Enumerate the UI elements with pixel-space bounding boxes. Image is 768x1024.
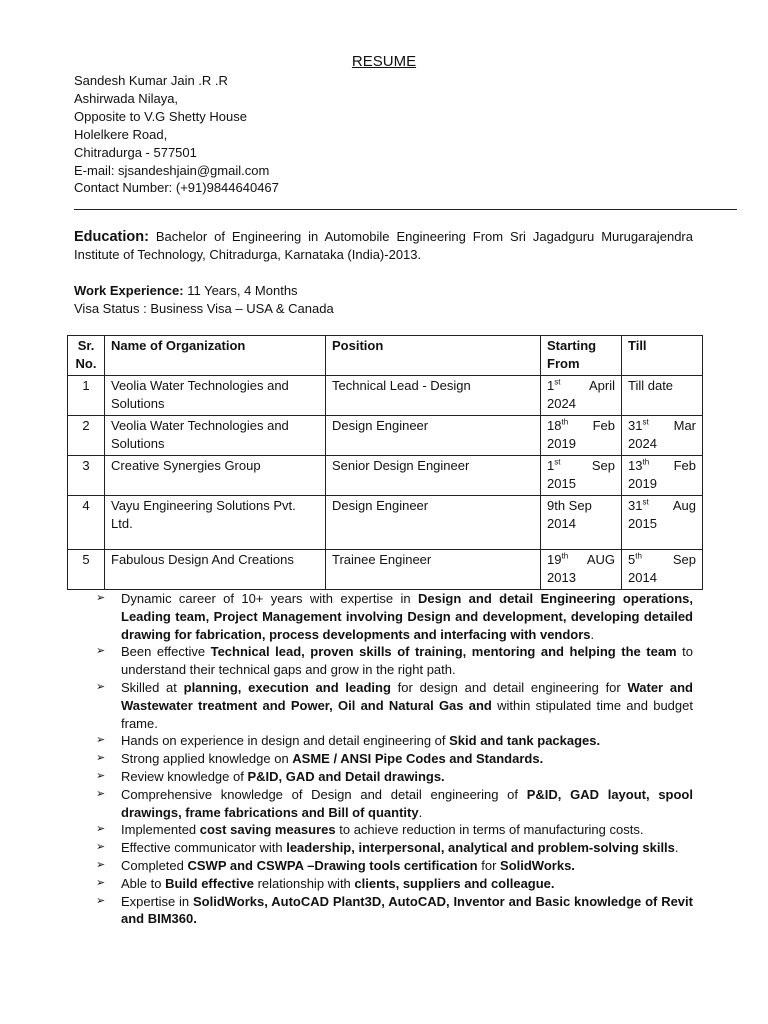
text: Completed	[121, 857, 188, 873]
date-month: Feb	[592, 418, 615, 433]
cell-position: Trainee Engineer	[326, 550, 541, 590]
arrow-bullet-icon: ➢	[96, 734, 106, 747]
list-item	[96, 821, 693, 839]
date-year: 2024	[628, 436, 657, 451]
date-day: 1st	[547, 377, 561, 393]
education-section	[74, 228, 693, 264]
education-text: Bachelor of Engineering in Automobile Engineering From Sri Jagadguru Murugarajendra Institute of Technology, Chitradurga, Karnataka (India)-2013.	[74, 229, 693, 262]
date-day-month: 9th Sep	[547, 498, 592, 513]
date-cell	[541, 416, 622, 456]
date-suffix: st	[642, 417, 649, 427]
address-line: Ashirwada Nilaya,	[74, 90, 179, 106]
date-month: Aug	[672, 498, 696, 513]
header-till: Till	[622, 336, 703, 376]
date-year: 2015	[628, 516, 657, 531]
cell-sr: 5	[68, 550, 105, 590]
text: Review knowledge of	[121, 768, 248, 784]
address-line: Holelkere Road,	[74, 126, 168, 142]
arrow-bullet-icon: ➢	[96, 894, 106, 907]
cell-position: Technical Lead - Design	[326, 376, 541, 416]
date-day-month	[547, 457, 615, 475]
text: Implemented	[121, 822, 200, 838]
list-item	[96, 643, 693, 679]
contact-block	[74, 72, 279, 197]
date-year: 2019	[547, 436, 576, 451]
cell-sr: 4	[68, 496, 105, 550]
arrow-bullet-icon: ➢	[96, 592, 106, 604]
header-position: Position	[326, 336, 541, 376]
list-item	[96, 750, 693, 768]
date-year: 2014	[628, 570, 657, 585]
arrow-bullet-icon: ➢	[96, 787, 106, 800]
work-experience-value: 11 Years, 4 Months	[187, 283, 298, 298]
list-item	[96, 786, 693, 822]
date-cell	[622, 416, 703, 456]
header-sr: Sr. No.	[68, 336, 105, 376]
text: .	[674, 840, 679, 856]
date-suffix: st	[554, 377, 561, 387]
text: for	[477, 857, 501, 873]
text: to achieve reduction in terms of manufacturing costs.	[335, 822, 644, 838]
date-month: April	[588, 378, 615, 393]
cell-sr: 1	[68, 376, 105, 416]
date-cell	[541, 456, 622, 496]
cell-organization: Veolia Water Technologies and Solutions	[105, 376, 326, 416]
cell-position: Design Engineer	[326, 416, 541, 456]
date-day: 1st	[547, 457, 561, 473]
text: Been effective	[121, 644, 211, 660]
table-row	[68, 550, 703, 590]
phone-line: Contact Number: (+91)9844640467	[74, 180, 279, 196]
arrow-bullet-icon: ➢	[96, 858, 106, 871]
arrow-bullet-icon: ➢	[96, 876, 106, 889]
date-year: 2013	[547, 570, 576, 585]
date-day-month	[628, 457, 696, 475]
cell-organization: Veolia Water Technologies and Solutions	[105, 416, 326, 456]
work-section	[74, 282, 334, 318]
text: for design and detail engineering for	[390, 679, 628, 695]
date-day: 31st	[628, 497, 649, 513]
arrow-bullet-icon: ➢	[96, 769, 106, 782]
address-line: Opposite to V.G Shetty House	[74, 108, 247, 124]
table-header-row	[68, 336, 703, 376]
bold-text: leadership, interpersonal, analytical and problem-solving skills	[286, 840, 675, 856]
bold-text: planning, execution and leading	[183, 679, 391, 695]
date-cell	[622, 456, 703, 496]
date-cell	[541, 496, 622, 550]
list-item	[96, 857, 693, 875]
date-day-month	[628, 551, 696, 569]
bold-text: CSWP and CSWPA –Drawing tools certification	[187, 857, 478, 873]
horizontal-divider	[74, 209, 737, 210]
bold-text: Design and detail Engineering operations, Leading team, Project Management involving Design and development, developing detailed drawing for fabrication, process developments and interfacing with vendors	[121, 591, 693, 642]
date-day-month	[547, 377, 615, 395]
date-month: Feb	[673, 458, 696, 473]
date-day: 19th	[547, 551, 569, 567]
table-row	[68, 496, 703, 550]
date-day-month	[547, 417, 615, 435]
date-suffix: th	[561, 551, 569, 561]
text: Hands on experience in design and detail engineering of	[121, 733, 450, 749]
date-year: 2024	[547, 396, 576, 411]
candidate-name: Sandesh Kumar Jain .R .R	[74, 73, 228, 88]
text: Effective communicator with	[121, 840, 287, 856]
date-day-month	[547, 551, 615, 569]
text: Strong applied knowledge on	[121, 751, 293, 767]
skills-list	[96, 590, 693, 928]
bold-text: Water and Wastewater treatment and Power, Oil and Natural Gas and	[121, 679, 693, 713]
bold-text: SolidWorks, AutoCAD Plant3D, AutoCAD, Inventor and Basic knowledge of Revit and BIM360.	[121, 893, 693, 927]
work-experience-label: Work Experience:	[74, 283, 184, 298]
date-cell: Till date	[622, 376, 703, 416]
bold-text: clients, suppliers and colleague.	[354, 875, 555, 891]
list-item	[96, 590, 693, 643]
text: .	[418, 804, 423, 820]
table-row	[68, 456, 703, 496]
date-day-month	[628, 417, 696, 435]
cell-organization: Creative Synergies Group	[105, 456, 326, 496]
arrow-bullet-icon: ➢	[96, 823, 106, 836]
table-row	[68, 416, 703, 456]
list-item	[96, 768, 693, 786]
date-cell	[622, 550, 703, 590]
date-year: 2015	[547, 476, 576, 491]
date-suffix: st	[642, 497, 649, 507]
list-item	[96, 732, 693, 750]
cell-organization: Vayu Engineering Solutions Pvt. Ltd.	[105, 496, 326, 550]
bold-text: SolidWorks.	[500, 857, 575, 873]
date-suffix: th	[635, 551, 642, 561]
text: Comprehensive knowledge of Design and detail engineering of	[121, 786, 527, 802]
bold-text: Skid and tank packages.	[449, 733, 601, 749]
list-item	[96, 875, 693, 893]
education-label: Education:	[74, 229, 149, 245]
bold-text: Build effective	[165, 875, 254, 891]
date-suffix: th	[642, 457, 650, 467]
text: to understand their technical gaps and grow in the right path.	[121, 644, 693, 678]
list-item	[96, 839, 693, 857]
date-cell	[541, 550, 622, 590]
date-cell	[541, 376, 622, 416]
text: Skilled at	[121, 679, 184, 695]
date-cell	[622, 496, 703, 550]
date-month: Sep	[591, 458, 615, 473]
date-month: Sep	[672, 552, 696, 567]
bold-text: ASME / ANSI Pipe Codes and Standards.	[292, 751, 544, 767]
arrow-bullet-icon: ➢	[96, 645, 106, 658]
date-day-month	[628, 497, 696, 515]
visa-status: Visa Status : Business Visa – USA & Canada	[74, 301, 334, 316]
header-organization: Name of Organization	[105, 336, 326, 376]
cell-sr: 2	[68, 416, 105, 456]
date-day: 5th	[628, 551, 642, 567]
date-month: AUG	[586, 552, 615, 567]
date-day: 31st	[628, 417, 649, 433]
cell-position: Design Engineer	[326, 496, 541, 550]
date-day: 18th	[547, 417, 569, 433]
bold-text: cost saving measures	[199, 822, 336, 838]
experience-table	[67, 335, 703, 590]
text: Dynamic career of 10+ years with expertise in	[121, 591, 418, 606]
list-item	[96, 679, 693, 732]
arrow-bullet-icon: ➢	[96, 752, 106, 765]
date-suffix: st	[554, 457, 561, 467]
page-title: RESUME	[351, 53, 417, 70]
bold-text: P&ID, GAD and Detail drawings.	[247, 768, 445, 784]
date-year: 2014	[547, 516, 576, 531]
list-item	[96, 893, 693, 929]
arrow-bullet-icon: ➢	[96, 841, 106, 854]
date-day: 13th	[628, 457, 650, 473]
text: .	[590, 626, 595, 642]
date-suffix: th	[561, 417, 569, 427]
bold-text: Technical lead, proven skills of training, mentoring and helping the team	[210, 644, 677, 660]
cell-position: Senior Design Engineer	[326, 456, 541, 496]
text: Able to	[121, 875, 166, 891]
table-row	[68, 376, 703, 416]
arrow-bullet-icon: ➢	[96, 680, 106, 693]
header-starting-from: Starting From	[541, 336, 622, 376]
email-line: E-mail: sjsandeshjain@gmail.com	[74, 162, 270, 178]
cell-sr: 3	[68, 456, 105, 496]
bold-text: P&ID, GAD layout, spool drawings, frame fabrications and Bill of quantity	[121, 786, 693, 820]
text: relationship with	[253, 875, 355, 891]
address-line: Chitradurga - 577501	[74, 144, 197, 160]
text: within stipulated time and budget frame.	[121, 697, 693, 731]
date-month: Mar	[673, 418, 696, 433]
cell-organization: Fabulous Design And Creations	[105, 550, 326, 590]
date-year: 2019	[628, 476, 657, 491]
text: Expertise in	[121, 893, 193, 909]
